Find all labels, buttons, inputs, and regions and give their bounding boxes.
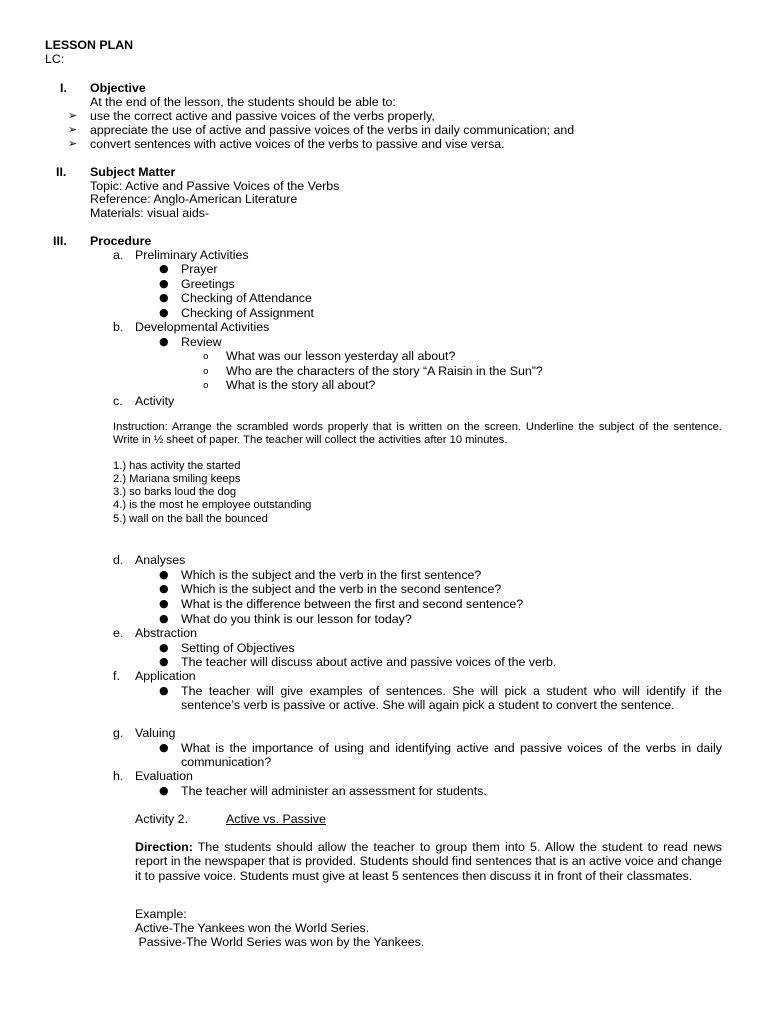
bullet-icon: ● — [159, 597, 169, 610]
subject-matter-heading: Subject Matter — [90, 165, 176, 179]
item-letter: h. — [113, 769, 124, 783]
list-item: Setting of Objectives — [181, 641, 295, 655]
evaluation-label: Evaluation — [135, 769, 193, 783]
review-question: What is the story all about? — [226, 378, 376, 392]
evaluation-item: The teacher will administer an assessment for students. — [181, 784, 487, 798]
bullet-icon: ● — [159, 291, 169, 304]
example-active: Active-The Yankees won the World Series. — [135, 921, 370, 935]
scrambled-sentence: 3.) so barks loud the dog — [113, 486, 237, 498]
item-letter: d. — [113, 553, 124, 567]
bullet-icon: ● — [159, 784, 169, 797]
arrow-bullet-icon: ➢ — [68, 137, 78, 150]
list-item: What is the difference between the first and second sentence? — [181, 597, 524, 611]
application-label: Application — [135, 669, 196, 683]
direction-text: The students should allow the teacher to group them into 5. Allow the student to read news report in the newspaper that is provided. Students should find sentences that is an active voice and change it to passive voice. Students must give at least 5 sentences then discuss it in front of their classmates. — [135, 840, 722, 883]
bullet-icon: ● — [159, 262, 169, 275]
topic-line: Topic: Active and Passive Voices of the Verbs — [90, 179, 340, 193]
procedure-heading: Procedure — [90, 234, 152, 248]
reference-line: Reference: Anglo-American Literature — [90, 192, 298, 206]
activity-label: Activity — [135, 394, 175, 408]
list-item: Greetings — [181, 277, 235, 291]
document-title: LESSON PLAN — [45, 38, 134, 52]
bullet-icon: ● — [159, 335, 169, 348]
application-item: The teacher will give examples of sentences. She will pick a student who will identify if the sentence’s verb is passive or active. She will again pick a student to convert the sentence. — [181, 684, 722, 713]
objective-intro: At the end of the lesson, the students should be able to: — [90, 95, 396, 109]
analyses-label: Analyses — [135, 553, 186, 567]
review-question: What was our lesson yesterday all about? — [226, 349, 456, 363]
direction-label: Direction: — [135, 840, 193, 854]
list-item: Which is the subject and the verb in the first sentence? — [181, 568, 482, 582]
preliminary-activities-label: Preliminary Activities — [135, 248, 249, 262]
section-numeral-1: I. — [60, 81, 67, 95]
circle-bullet-icon: o — [203, 367, 209, 377]
valuing-item: What is the importance of using and identifying active and passive voices of the verbs in daily communication? — [181, 741, 722, 770]
item-letter: e. — [113, 626, 124, 640]
bullet-icon: ● — [159, 612, 169, 625]
activity2-label: Activity 2. — [135, 812, 189, 826]
objective-item: convert sentences with active voices of the verbs to passive and vise versa. — [90, 137, 505, 151]
review-question: Who are the characters of the story “A Raisin in the Sun”? — [226, 364, 543, 378]
item-letter: g. — [113, 726, 124, 740]
list-item: Checking of Attendance — [181, 291, 312, 305]
scrambled-sentence: 4.) is the most he employee outstanding — [113, 499, 312, 511]
objective-heading: Objective — [90, 81, 146, 95]
objective-item: use the correct active and passive voices of the verbs properly, — [90, 109, 435, 123]
scrambled-sentence: 1.) has activity the started — [113, 460, 241, 472]
list-item: Checking of Assignment — [181, 306, 314, 320]
bullet-icon: ● — [159, 684, 169, 697]
objective-item: appreciate the use of active and passive voices of the verbs in daily communication; and — [90, 123, 575, 137]
list-item: The teacher will discuss about active and passive voices of the verb. — [181, 655, 557, 669]
bullet-icon: ● — [159, 655, 169, 668]
arrow-bullet-icon: ➢ — [68, 123, 78, 136]
bullet-icon: ● — [159, 568, 169, 581]
list-item: Prayer — [181, 262, 218, 276]
abstraction-label: Abstraction — [135, 626, 197, 640]
scrambled-sentence: 2.) Mariana smiling keeps — [113, 473, 241, 485]
lc-label: LC: — [45, 52, 65, 66]
bullet-icon: ● — [159, 306, 169, 319]
circle-bullet-icon: o — [203, 381, 209, 391]
item-letter: c. — [113, 394, 123, 408]
developmental-activities-label: Developmental Activities — [135, 320, 270, 334]
list-item: What do you think is our lesson for today? — [181, 612, 412, 626]
review-label: Review — [181, 335, 222, 349]
example-passive: Passive-The World Series was won by the Yankees. — [135, 935, 425, 949]
materials-line: Materials: visual aids- — [90, 206, 210, 220]
bullet-icon: ● — [159, 277, 169, 290]
list-item: Which is the subject and the verb in the second sentence? — [181, 582, 502, 596]
scrambled-sentence: 5.) wall on the ball the bounced — [113, 513, 268, 525]
valuing-label: Valuing — [135, 726, 176, 740]
item-letter: a. — [113, 248, 124, 262]
circle-bullet-icon: o — [203, 352, 209, 362]
section-numeral-2: II. — [56, 165, 67, 179]
arrow-bullet-icon: ➢ — [68, 109, 78, 122]
item-letter: f. — [113, 669, 120, 683]
item-letter: b. — [113, 320, 124, 334]
example-label: Example: — [135, 907, 187, 921]
activity-instruction: Instruction: Arrange the scrambled words properly that is written on the screen. Underline the subject of the sentence. Write in ½ sheet of paper. The teacher will collect the activities after 10 minutes. — [113, 421, 722, 447]
activity2-title: Active vs. Passive — [226, 812, 326, 826]
bullet-icon: ● — [159, 741, 169, 754]
activity2-direction — [135, 840, 722, 883]
bullet-icon: ● — [159, 641, 169, 654]
section-numeral-3: III. — [53, 234, 67, 248]
bullet-icon: ● — [159, 582, 169, 595]
